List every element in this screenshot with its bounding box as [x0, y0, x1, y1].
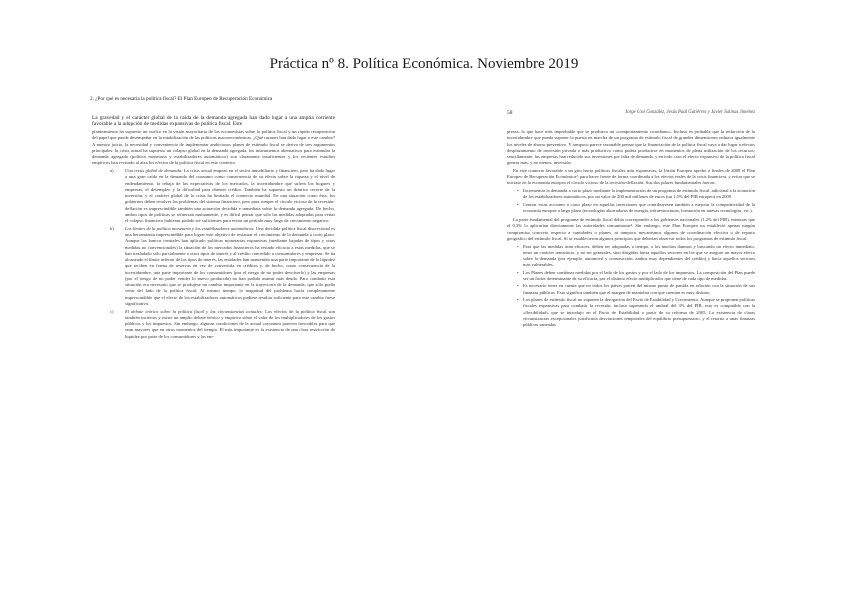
body-paragraph: La parte fundamental del programa de estímulo fiscal debía corresponder a los gobiernos nacionales (1,2% del PIB), mientras que el 0,3% lo aplicarían directamente las autoridades comunitarias⁴. Sin embargo, este Plan Europeo no estableció apenas ningún compromiso concreto respecto a cantidades o planes, ni tampoco mecanismos algunos de coordinación efectiva o de reparto geográfico del estímulo fiscal. Sí se establecieron algunos principios que deberían observar todos los programas de estímulo fiscal: — [507, 217, 755, 241]
item-marker: a) — [110, 168, 114, 174]
argument-item — [92, 226, 335, 307]
lead-paragraph: La gravedad y el carácter global de la caída de la demanda agregada han dado lugar a una amplia corriente favorable a la adopción de medidas expansivas de política fiscal. Este — [92, 115, 335, 128]
item-marker: b) — [110, 225, 114, 231]
bullet-item: • Es necesario tener en cuenta que no todos los países parten del mismo punto de partida en relación con la situación de sus finanzas públicas. Esto significa también que el margen de maniobra con que cuentan es muy distinto. — [507, 283, 755, 296]
item-heading: Los límites de la política monetaria y los estabilizadores automáticos: — [125, 225, 255, 231]
section-heading: 2. ¿Por qué es necesaria la política fiscal? El Plan Europeo de Recuperación Económica — [90, 96, 273, 102]
item-marker: c) — [110, 308, 114, 314]
bullet-item: • Centrar estas acciones a corto plazo en aquellas inversiones que contribuyesen también a mejorar la competitividad de la economía europea a largo plazo (tecnologías ahorradoras de energía, infraestructuras, formación en nuevas tecnologías, etc.). — [507, 202, 755, 215]
running-head: Jorge Uxó González, Jesús Paúl Gutiérrez y Javier Salinas Jiménez — [625, 110, 755, 115]
item-heading: El debate teórico sobre la política fiscal y las circunstancias actuales: — [125, 308, 264, 314]
intro-paragraph: planteamiento ha supuesto un vuelco en la visión mayoritaria de los economistas sobre la política fiscal y un rápido recuperación del papel que puede desempeñar en la estabilización de las políticas macroeconómicas. ¿Qué razones han dado lugar a este cambio? A nuestro juicio, la necesidad y conveniencia de implementar ambiciosos planes de estímulo fiscal se deriva de tres argumentos principales: la crisis actual ha supuesto un colapso global en la demanda agregada, los instrumentos alternativos para estimular la demanda agregada (política monetaria y estabilizadores automáticos) son claramente insuficientes y los recientes estudios empíricos han revisado al alza los efectos de la política fiscal en este contexto. — [92, 129, 335, 166]
item-text: Los efectos de la política fiscal son también inciertos y existe un amplio debate teórico y empírico sobre el valor de los multiplicadores de los gastos públicos y los impuestos. Sin embargo, algunas condiciones de la actual coyuntura parecen favorables para que sean mayores que en otros momentos del tiempo. El más importante es la existencia de una clara restricción de liquidez por parte de los consumidores y las em- — [125, 308, 335, 339]
item-text: Una decidida política fiscal discrecional es una herramienta imprescindible para lograr este objetivo de restaurar el crecimiento de la demanda a corto plazo. Aunque los bancos centrales han aplicado políticas monetarias expansivas (mediante bajadas de tipos y otras medidas no convencionales) la situación de los mercados financieros ha restado eficacia a estas medidas, que se han trasladado sólo parcialmente a otros tipos de interés y al crédito concedido a consumidores y empresas. Se ha alcanzado el límite inferior de los tipos de interés, las entidades han mantenido una parte importante de la liquidez que reciben en forma de reservas en vez de convertirla en créditos y, de hecho, como consecuencia de la incertidumbre, una parte importante de los consumidores (por el riesgo de no poder devolverlo) y las empresas (por el riesgo de no poder vender lo nuevo producido) no han podido asumir más deuda. Para combatir esta situación era necesario que se produjese un cambio importante en la trayectoria de la demanda, que sólo podía venir del lado de la política fiscal. Al mismo tiempo, lo magnitud del problema hacía completamente imprescindible que el efecto de los estabilizadores automáticos pudiese resultar suficiente para este cambio fuese significativo. — [125, 225, 335, 306]
pillars-list — [507, 188, 755, 214]
left-page — [92, 95, 335, 341]
page-number: 58 — [507, 110, 513, 116]
page-header — [507, 95, 755, 129]
bullet-item: • Para que las medidas sean eficaces, deben ser adoptadas a tiempo, a los muchos damnos y buscando un efecto inmediato, tener un carácter transitorio, y no ser generales, sino dirigidas hacia aquellos sectores en los que se asegure un mayor efecto sobre la demanda (por ejemplo, automóvil y construcción, ambos muy dependientes del crédito) y hacia aquellos sectores más vulnerables. — [507, 244, 755, 269]
page-title: Práctica nº 8. Política Económica. Noviembre 2019 — [269, 56, 579, 72]
item-text: La crisis actual empezó en el sector inmobiliario y financiero, pero ha dado lugar a una gran caída en la demanda del consumo como consecuencia de su efecto sobre la riqueza y el nivel de endeudamiento, la rebaja de las expectativas de los mercados, la incertidumbre que sufren los hogares y empresas, el desempleo y la dificultad para obtener crédito. También ha supuesto un drástico recorte de la inversión, y el carácter global de la crisis ha limitado el comercio mundial. En una situación como ésta, los gobiernos deben resolver los problemas del sistema financiero, pero para romper el círculo vicioso de la recesión-deflación es imprescindible también una actuación decidida e inmediata sobre la demanda agregada. De hecho, ambos tipos de políticas se refuerzan mutuamente, y es difícil pensar que sólo las medidas adoptadas para evitar el colapso financiero hubieran podido ser suficientes para evitar un período muy largo de crecimiento negativo. — [125, 168, 335, 224]
bullet-item: • Los Planes deben combinar medidas por el lado de los gastos y por el lado de los impuestos. La composición del Plan puede ser un factor determinante de su eficacia, por el distinto efecto multiplicador que tiene de cada tipo de medidas. — [507, 270, 755, 283]
body-paragraph: En este contexto favorable a un giro hacia políticas fiscales más expansivas, la Unión Europea aprobó a finales de 2008 el Plan Europeo de Recuperación Económica³, para hacer frente de forma coordinada a los efectos reales de la crisis financiera, y evitar que se iniciase en la economía europea el círculo vicioso de la recesión-deflación. Sus dos pilares fundamentales fueron: — [507, 167, 755, 186]
item-heading: Una crisis global de demanda: — [125, 168, 183, 174]
argument-item — [92, 168, 335, 224]
bullet-item: • Los planes de estímulo fiscal no suponen la derogación del Pacto de Estabilidad y Crecimiento. Aunque se proponen políticas fiscales expansivas para combatir la recesión, incluso superando el umbral del 3% del PIB, esto es compatible con la «flexibilidad» que se introdujo en el Pacto de Estabilidad a partir de su reforma de 2005. La existencia de claras circunstancias excepcionales justificaría desviaciones temporales del equilibrio presupuestario, y el retorno a unas finanzas públicas saneadas — [507, 297, 755, 328]
bullet-item: • Incrementar la demanda a corto plazo mediante la implementación de un programa de estímulo fiscal, adicional a la actuación de los estabilizadores automáticos, por un valor de 200 mil millones de euros (un 1,5% del PIB europeo) en 2009. — [507, 188, 755, 201]
argument-item — [92, 309, 335, 340]
arguments-list — [92, 168, 335, 340]
right-page — [507, 95, 755, 331]
principles-list — [507, 244, 755, 329]
continued-paragraph: presas, lo que hace más improbable que se produzca un «comportamiento ricardiano». Incluso es probable que la reducción de la incertidumbre que pueda suponer la puesta en marcha de un programa de estímulo fiscal de grandes dimensiones reduzca igualmente los niveles de ahorro preventivo. Y tampoco parece razonable pensar que la financiación de la política fiscal vaya a dar lugar a efectos desplazamiento de inversión privada o más productivo como podría producirse en momentos de plena utilización de los recursos; sencillamente, las empresas han reducido sus inversiones por falta de demanda, y en todo caso el efecto expansivo de la política fiscal genera más, y no menos, inversión. — [507, 129, 755, 166]
